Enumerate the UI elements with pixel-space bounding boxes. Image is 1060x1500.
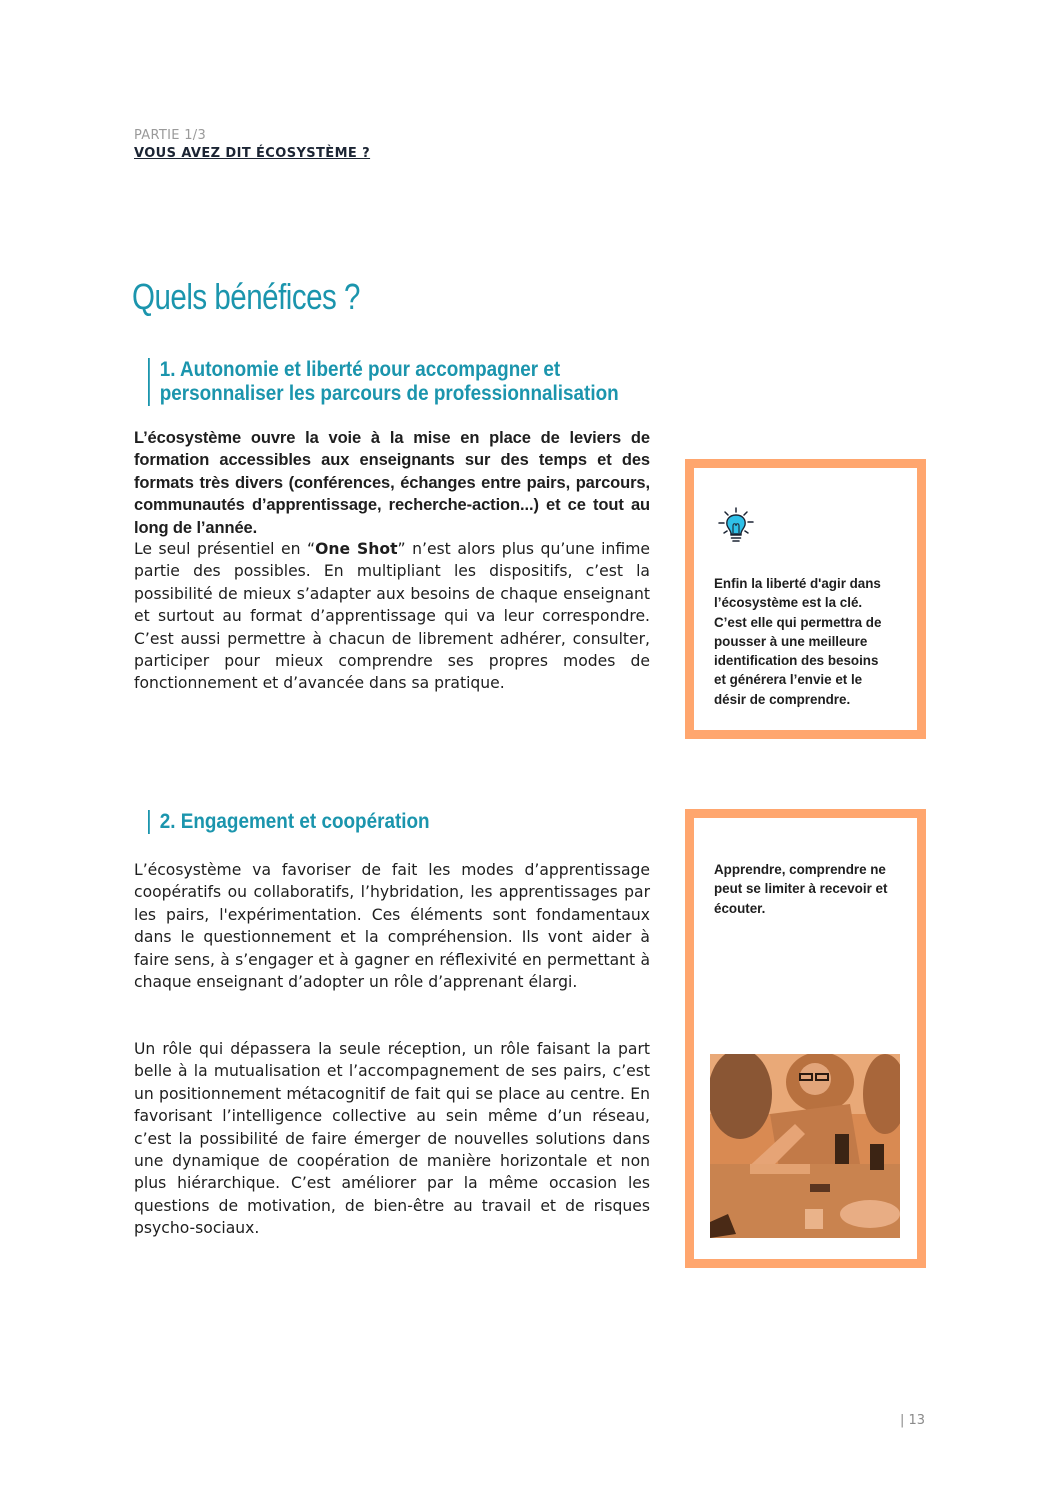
page-number-separator: |: [900, 1413, 905, 1428]
photo-illustration: [710, 1054, 900, 1238]
section1-body-after: ” n’est alors plus qu’une infime partie des possibles. En multipliant les dispositifs, c’est la possibilité de mieux s’adapter aux besoins de chaque enseignant et surtout au format d’apprentissage qui va leur correspondre. C’est aussi permettre à chacun de librement adhérer, consulter, participer pour mieux comprendre ses propres modes de fonctionnement et d’avancée dans sa pratique.: [134, 540, 650, 693]
children-playing-photo: [710, 1054, 900, 1238]
section2-paragraph-1: L’écosystème va favoriser de fait les modes d’apprentissage coopératifs ou collaboratifs, l’hybridation, les apprentissages par les pairs, l'expérimentation. Ces éléments sont fondamentaux dans le questionnement et la compréhension. Ils vont aider à faire sens, à s’engager et à gagner en réflexivité en permettant à chaque enseignant d’adopter un rôle d’apprenant élargi.: [134, 861, 650, 992]
section2-title: 2. Engagement et coopération: [148, 810, 520, 834]
part-label: PARTIE 1/3: [134, 128, 207, 143]
section1-intro: L’écosystème ouvre la voie à la mise en place de leviers de formation accessibles aux enseignants sur des temps et des formats très divers (conférences, échanges entre pairs, parcours, communautés d’apprentissage, recherche-action...) et ce tout au long de l’année.: [134, 429, 650, 537]
callout-box-learning: [685, 809, 926, 1268]
lightbulb-icon: [716, 506, 756, 546]
section1-body-before: Le seul présentiel en “: [134, 540, 316, 558]
section1-body: [134, 538, 650, 695]
section1-title: 1. Autonomie et liberté pour accompagner et personnaliser les parcours de professionnalisation: [148, 358, 628, 406]
callout-text: Enfin la liberté d'agir dans l’écosystème est la clé. C’est elle qui permettra de pousser à une meilleure identification des besoins et générera l’envie et le désir de comprendre.: [714, 576, 882, 707]
callout-text: Apprendre, comprendre ne peut se limiter à recevoir et écouter.: [714, 862, 888, 916]
page-number-value: 13: [908, 1413, 926, 1428]
section2-paragraph-2: Un rôle qui dépassera la seule réception, un rôle faisant la part belle à la mutualisation et l’accompagnement de ses pairs, c’est un positionnement métacognitif de fait qui se place au centre. En favorisant l’intelligence collective au sein même d’un réseau, c’est la possibilité de faire émerger de nouvelles solutions dans une dynamique de coopération de manière horizontale et non plus hiérarchique. C’est améliorer par la même occasion les questions de motivation, de bien-être au travail et de risques psycho-sociaux.: [134, 1040, 650, 1238]
one-shot-emphasis: One Shot: [315, 540, 398, 558]
page-number: [900, 1413, 925, 1428]
page-heading: Quels bénéfices ?: [132, 276, 360, 317]
section-title: VOUS AVEZ DIT ÉCOSYSTÈME ?: [134, 146, 371, 161]
callout-box-freedom: [685, 459, 926, 739]
